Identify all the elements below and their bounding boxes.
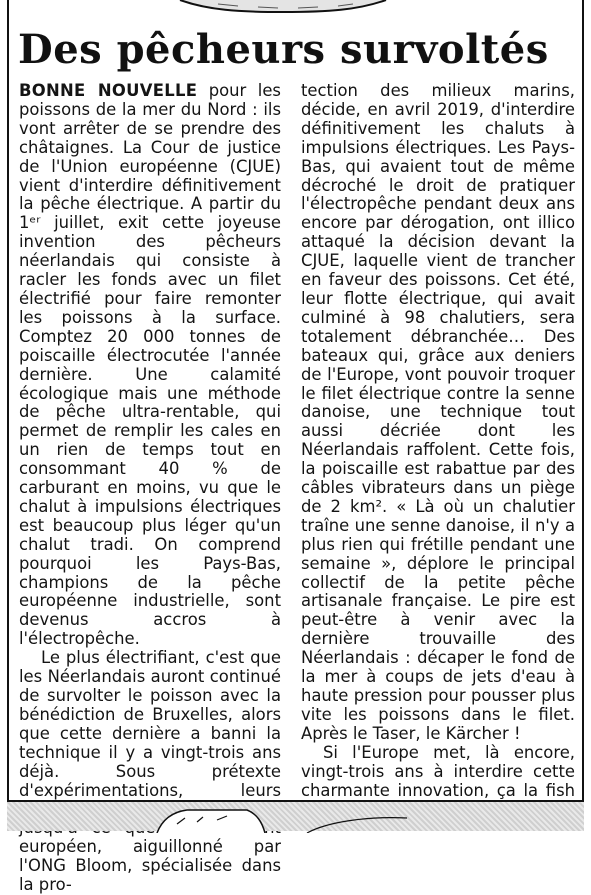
article-paragraph-1-text: pour les poissons de la mer du Nord : ils vont arrêter de se prendre des châtaignes. La Cour de justice de l'Union européenne (CJUE) vient d'interdire définitivement la pêche électrique. A partir du 1ᵉʳ juillet, exit cette joyeuse invention des pêcheurs néerlandais qui consiste à racler les fonds avec un filet électrifié pour faire remonter les poissons à la surface. Comptez 20 000 tonnes de poiscaille électrocutée l'année dernière. Une calamité écologique mais une méthode de pêche ultra-rentable, qui permet de remplir les cales en un rien de temps tout en consommant 40 % de carburant en moins, vu que le chalut à impulsions électriques est beaucoup plus léger qu'un chalut tradi. On comprend pourquoi les Pays-Bas, champions de la pêche européenne industrielle, sont devenus accros à l'électropêche. (19, 81, 281, 649)
article-paragraph-2-continued: tection des milieux marins, décide, en avril 2019, d'interdire définitivement les chaluts à impulsions électriques. Les Pays-Bas, qui avaient tout de même décroché le droit de pratiquer l'électropêche pendant deux ans encore par dérogation, ont illico attaqué la décision devant la CJUE, laquelle vient de trancher en faveur des poissons. Cet été, leur flotte électrique, qui avait culminé à 98 chalutiers, sera totalement débranchée… Des bateaux qui, grâce aux deniers de l'Europe, vont pouvoir troquer le filet électrique contre la senne danoise, une technique tout aussi décriée dont les Néerlandais raffolent. Cette fois, la poiscaille est rabattue par des câbles vibrateurs dans un piège de 2 km². « Là où un chalutier traîne une senne danoise, il n'y a plus rien qui frétille pendant une semaine », déplore le principal collectif de la petite pêche artisanale française. Le pire est peut-être à venir avec la dernière trouvaille des Néerlandais : décaper le fond de la mer à coups de jets d'eau à haute pression pour pousser plus vite les poissons dans le filet. Après le Taser, le Kärcher ! (301, 81, 575, 743)
cartoon-fragment-bottom-icon (7, 802, 584, 833)
article-column-right (301, 82, 575, 819)
article-paragraph-3: Si l'Europe met, là encore, vingt-trois ans à interdire cette charmante innovation, ça la fish (301, 742, 575, 800)
article-column-left (19, 82, 281, 895)
article-paragraph-1 (19, 82, 281, 649)
article-headline: Des pêcheurs survoltés (18, 26, 549, 73)
cartoon-fragment-bottom (7, 800, 584, 831)
article-lead-phrase: BONNE NOUVELLE (19, 81, 198, 100)
article-paragraph-2-start: Le plus électrifiant, c'est que les Néerlandais auront continué de survolter le poisson avec la bénédiction de Bruxelles, alors que cette dernière a banni la technique il y a vingt-trois ans déjà. Sous prétexte d'expérimentations, leurs européen, aiguillonné par l'ONG Bloom, spécialisée dans la pro- (19, 648, 281, 895)
cartoon-fragment-top-icon (178, 0, 388, 14)
